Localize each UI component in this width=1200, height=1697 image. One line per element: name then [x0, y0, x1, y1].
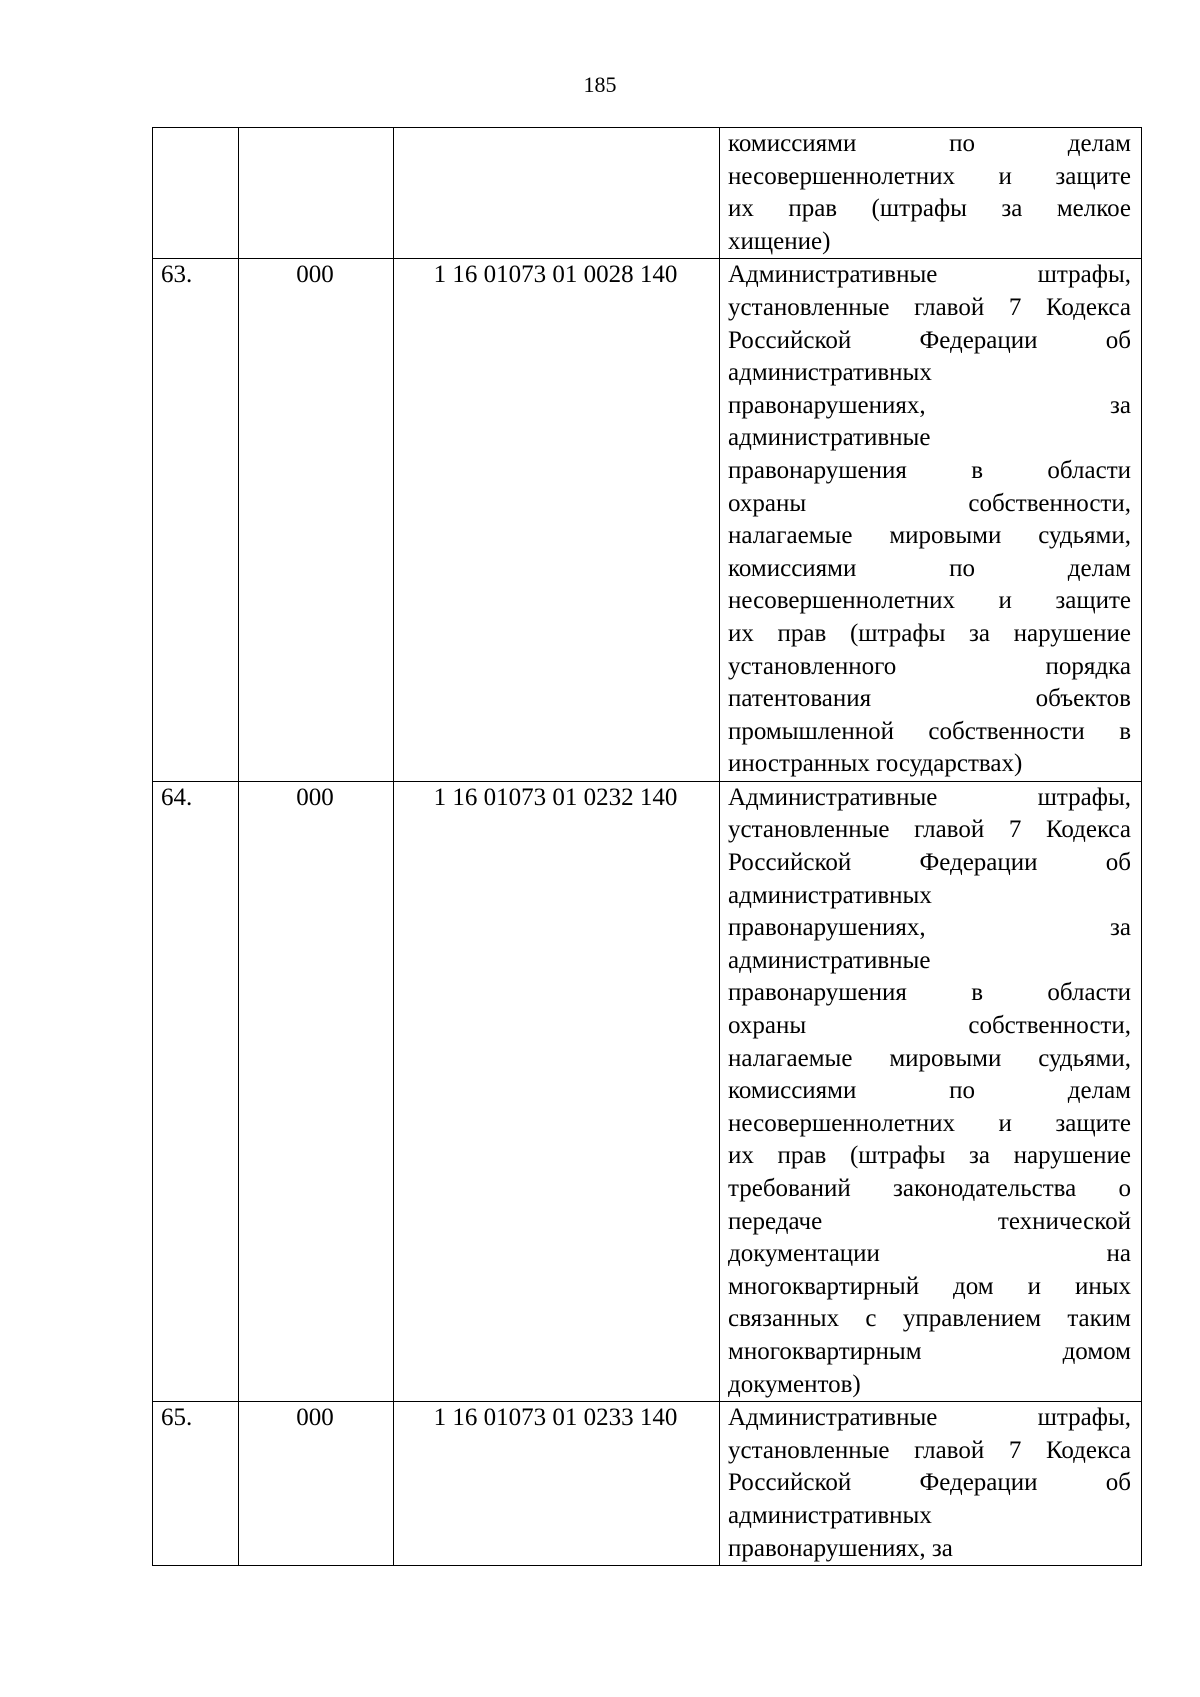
description-line: Российской Федерации об [728, 326, 1131, 354]
description-line: установленные главой 7 Кодекса [728, 1436, 1131, 1464]
table-row [153, 781, 1142, 1401]
description-line: несовершеннолетних и защите [728, 1109, 1131, 1137]
administrator-code: 000 [239, 1402, 394, 1566]
row-number: 63. [153, 259, 239, 782]
description-line: установленные главой 7 Кодекса [728, 816, 1131, 844]
description-line: охраны собственности, [728, 489, 1131, 517]
description-line: многоквартирный дом и иных [728, 1272, 1131, 1300]
table-row [153, 259, 1142, 782]
description-line: патентования объектов [728, 685, 1131, 713]
page-number: 185 [583, 72, 617, 97]
income-description [720, 781, 1142, 1401]
description-line: иностранных государствах) [728, 750, 1023, 778]
income-description [720, 259, 1142, 782]
table-row [153, 1402, 1142, 1566]
administrator-code: 000 [239, 259, 394, 782]
description-line: документации на [728, 1240, 1131, 1268]
description-line: административных [728, 881, 932, 909]
description-line: Административные штрафы, [728, 261, 1131, 289]
description-line: их прав (штрафы за нарушение [728, 1142, 1131, 1170]
budget-classification-code: 1 16 01073 01 0232 140 [394, 781, 720, 1401]
budget-classification-code: 1 16 01073 01 0028 140 [394, 259, 720, 782]
description-line: установленного порядка [728, 652, 1131, 680]
description-line: налагаемые мировыми судьями, [728, 1044, 1131, 1072]
description-line: административных [728, 1501, 932, 1529]
description-line: требований законодательства о [728, 1175, 1131, 1202]
description-line: правонарушения в области [728, 979, 1131, 1007]
description-line: передаче технической [728, 1207, 1131, 1235]
administrator-code [239, 128, 394, 259]
budget-classification-code: 1 16 01073 01 0233 140 [394, 1402, 720, 1566]
budget-classification-code [394, 128, 720, 259]
description-line: Российской Федерации об [728, 849, 1131, 877]
description-line: установленные главой 7 Кодекса [728, 293, 1131, 321]
description-line: их прав (штрафы за нарушение [728, 619, 1131, 647]
description-line: промышленной собственности в [728, 717, 1131, 745]
description-line: связанных с управлением таким [728, 1305, 1131, 1333]
description-line: правонарушениях, за [728, 391, 1131, 419]
description-line: правонарушения в области [728, 456, 1131, 484]
description-line: Административные штрафы, [728, 783, 1131, 811]
description-line: охраны собственности, [728, 1012, 1131, 1040]
description-line: административные [728, 946, 931, 974]
fines-table [152, 127, 1142, 1566]
description-line: Российской Федерации об [728, 1469, 1131, 1497]
description-line: правонарушениях, за [728, 1534, 953, 1562]
income-description [720, 128, 1142, 259]
description-line: комиссиями по делам [728, 554, 1131, 582]
description-line: административных [728, 359, 932, 387]
row-number [153, 128, 239, 259]
description-line: Административные штрафы, [728, 1404, 1131, 1432]
description-line: комиссиями по делам [728, 130, 1131, 157]
description-line: правонарушениях, за [728, 914, 1131, 942]
description-line: их прав (штрафы за мелкое [728, 195, 1131, 223]
row-number: 64. [153, 781, 239, 1401]
description-line: многоквартирным домом [728, 1337, 1131, 1365]
row-number: 65. [153, 1402, 239, 1566]
description-line: документов) [728, 1370, 861, 1398]
description-line: несовершеннолетних и защите [728, 162, 1131, 190]
description-line: административные [728, 424, 931, 452]
description-line: несовершеннолетних и защите [728, 587, 1131, 615]
table-row [153, 128, 1142, 259]
description-line: хищение) [728, 227, 831, 255]
income-description [720, 1402, 1142, 1566]
administrator-code: 000 [239, 781, 394, 1401]
description-line: комиссиями по делам [728, 1077, 1131, 1105]
description-line: налагаемые мировыми судьями, [728, 522, 1131, 550]
